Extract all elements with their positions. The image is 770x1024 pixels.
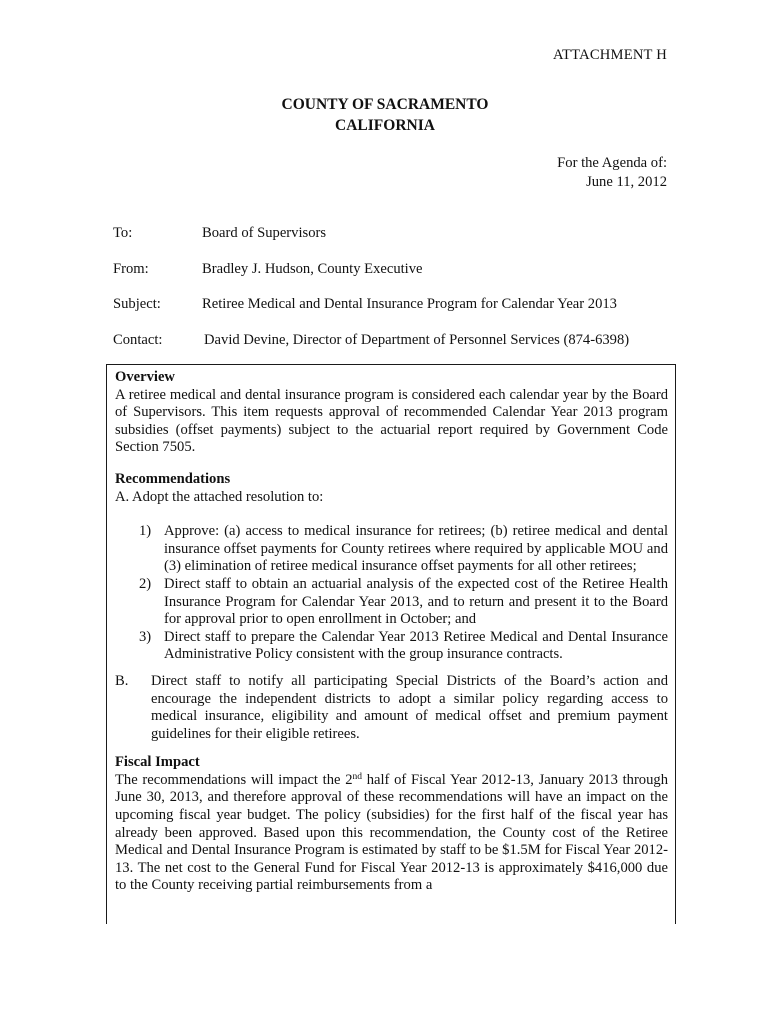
document-header	[0, 94, 770, 136]
memo-from-label: From:	[113, 261, 149, 277]
recommendation-number: 2)	[139, 575, 152, 592]
memo-from-value: Bradley J. Hudson, County Executive	[202, 261, 423, 277]
overview-heading: Overview	[115, 369, 175, 385]
ordinal-suffix: nd	[352, 771, 363, 782]
memo-subject-value: Retiree Medical and Dental Insurance Program for Calendar Year 2013	[202, 296, 617, 312]
recommendation-item	[115, 576, 668, 629]
memo-contact-value: David Devine, Director of Department of Personnel Services (874-6398)	[204, 332, 630, 348]
recommendation-list	[115, 523, 668, 664]
recommendation-number: 3)	[139, 628, 152, 645]
fiscal-impact-text	[115, 772, 668, 895]
org-state: CALIFORNIA	[335, 117, 435, 134]
fiscal-text-start: The recommendations will impact the 2	[115, 771, 353, 788]
summary-box	[106, 364, 676, 924]
memo-to-value: Board of Supervisors	[202, 225, 327, 241]
recommendation-b-number: B.	[115, 672, 129, 689]
agenda-block	[557, 154, 667, 191]
agenda-label: For the Agenda of:	[557, 155, 667, 171]
fiscal-text-rest: half of Fiscal Year 2012-13, January 2013 through June 30, 2013, and therefore approval of these recommendations will have an impact on the upcoming fiscal year budget. The policy (subsidies) for the first half of the fiscal year has already been approved. Based upon this recommendation, the County cost of the Retiree Medical and Dental Insurance Program is estimated by staff to be $1.5M for Fiscal Year 2012-13. The net cost to the General Fund for Fiscal Year 2012-13 is approximately $416,000 due to the County receiving partial reimbursements from a	[115, 771, 668, 894]
recommendation-b-text: Direct staff to notify all participating Special Districts of the Board’s action and encourage the independent districts to adopt a similar policy regarding access to medical insurance, eligibility and amount of medical offset and premium payment guidelines for their eligible retirees.	[151, 672, 668, 742]
recommendation-text: Approve: (a) access to medical insurance for retirees; (b) retiree medical and dental insurance offset payments for County retirees where required by applicable MOU and (3) elimination of retiree medical insurance offset payments for all other retirees;	[164, 523, 668, 575]
agenda-date: June 11, 2012	[586, 173, 667, 190]
recommendation-item	[115, 523, 668, 576]
fiscal-impact-heading: Fiscal Impact	[115, 754, 200, 771]
overview-text: A retiree medical and dental insurance program is considered each calendar year by the Board of Supervisors. This item requests approval of recommended Calendar Year 2013 program subsidies (offset payments) subject to the actuarial report required by Government Code Section 7505.	[115, 386, 668, 456]
recommendation-a-intro: A. Adopt the attached resolution to:	[115, 488, 324, 505]
recommendations-heading: Recommendations	[115, 470, 231, 487]
memo-subject-label: Subject:	[113, 296, 161, 312]
org-name: COUNTY OF SACRAMENTO	[281, 96, 489, 113]
recommendation-item	[115, 629, 668, 664]
attachment-label: ATTACHMENT H	[552, 47, 667, 63]
recommendation-text: Direct staff to obtain an actuarial analysis of the expected cost of the Retiree Health Insurance Program for Calendar Year 2013, and to return and present it to the Board for approval prior to open enrollment in October; and	[164, 575, 668, 628]
recommendation-b	[115, 673, 668, 743]
recommendation-number: 1)	[139, 523, 152, 540]
memo-to-label: To:	[113, 225, 133, 241]
recommendation-text: Direct staff to prepare the Calendar Year 2013 Retiree Medical and Dental Insurance Administrative Policy consistent with the group insurance contracts.	[164, 628, 668, 663]
memo-contact-label: Contact:	[113, 332, 163, 348]
